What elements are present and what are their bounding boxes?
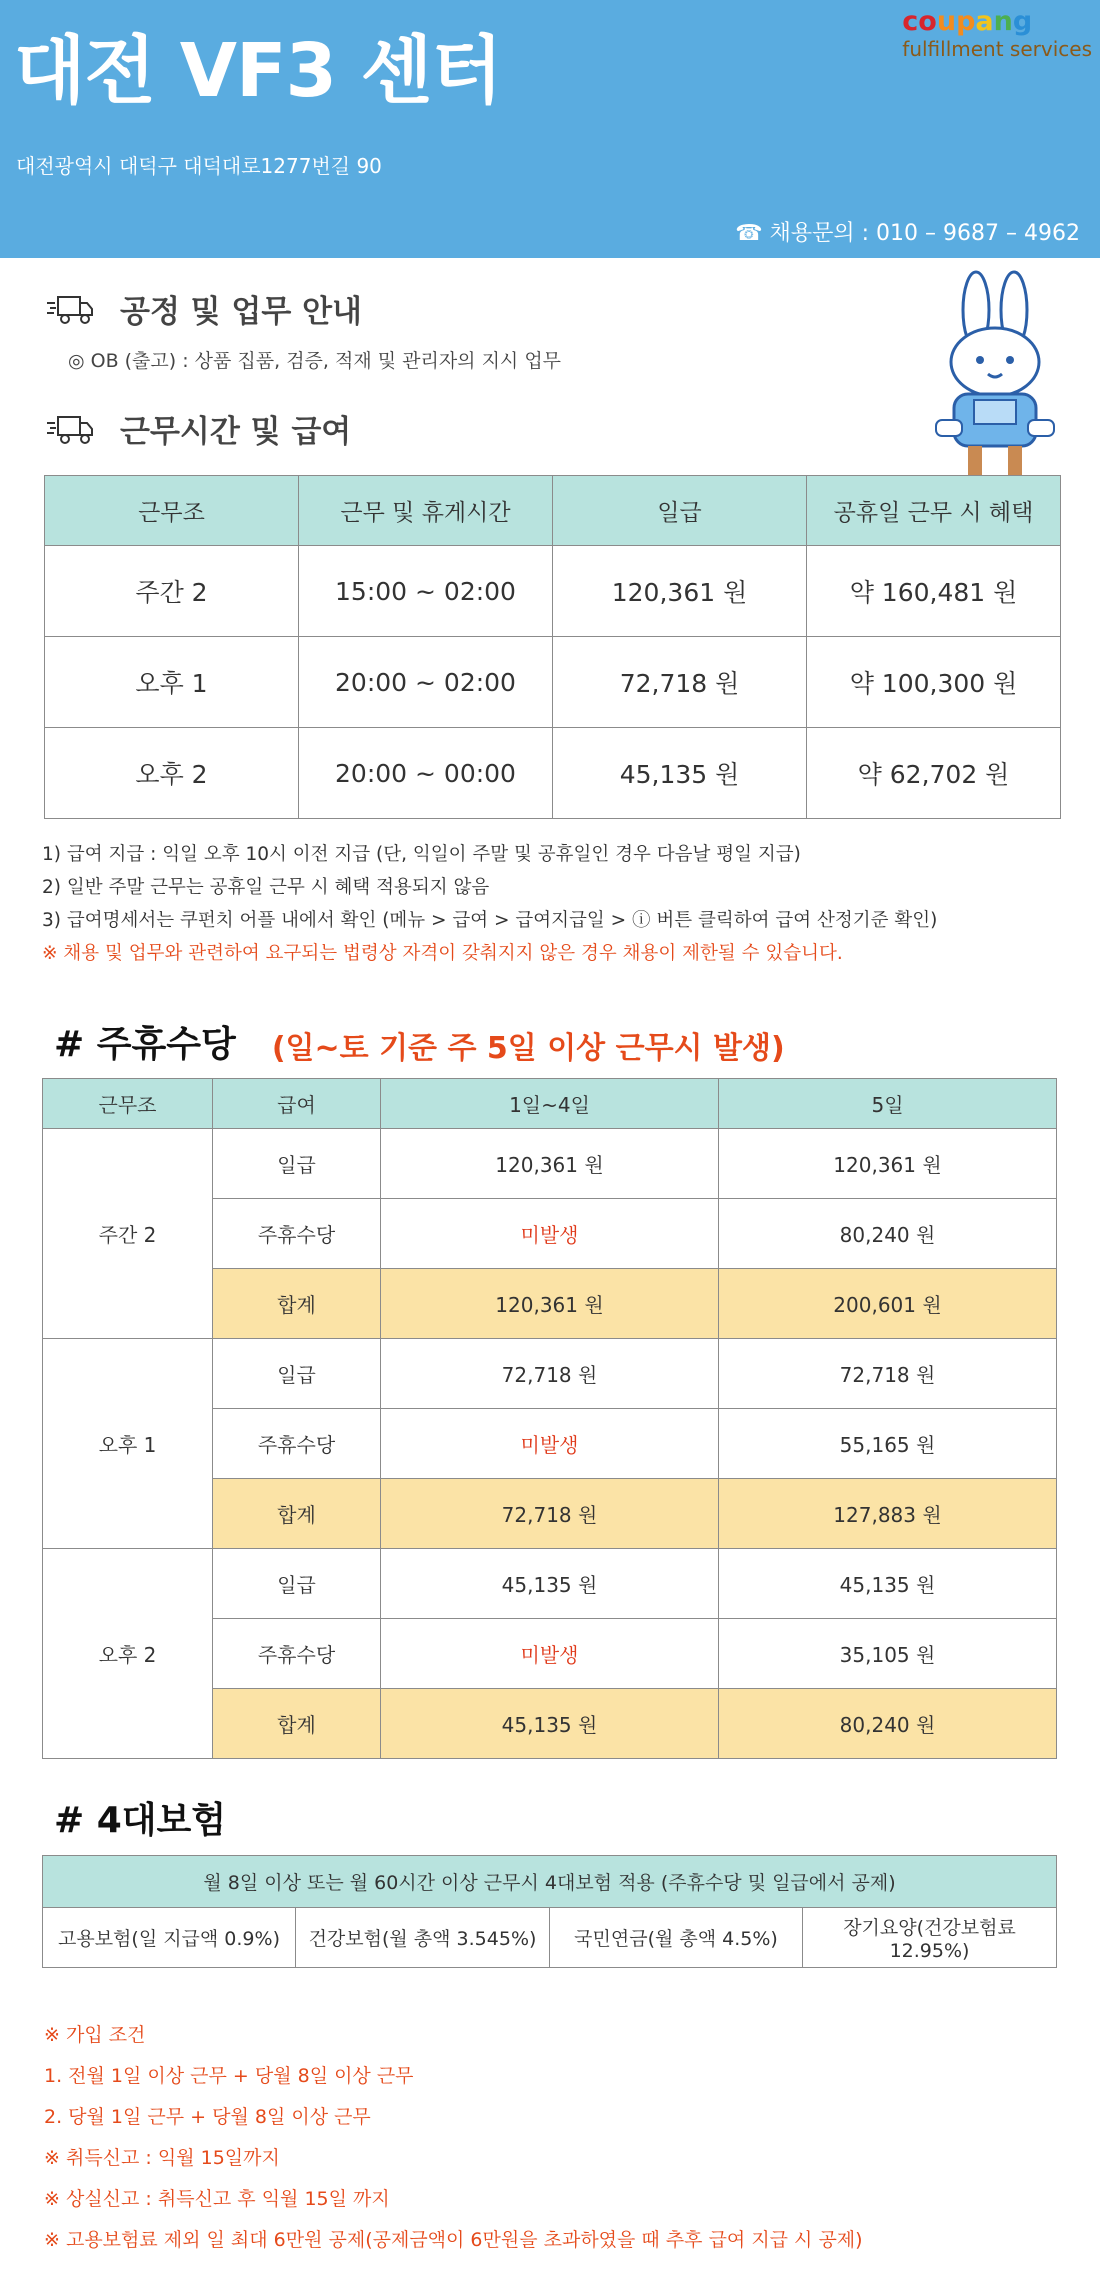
table-row [45,546,1061,637]
note-item: 1) 급여 지급 : 익일 오후 10시 이전 지급 (단, 익일이 주말 및 공휴일인 경우 다음날 평일 지급) [42,844,801,865]
table-cell: 72,718 원 [381,1339,719,1409]
table-cell: 45,135 원 [719,1549,1057,1619]
table-row [43,1339,1057,1409]
weekly-allowance-heading [42,1016,785,1067]
table-cell: 120,361 원 [553,546,807,637]
table-cell: 120,361 원 [381,1129,719,1199]
footnote-item: ※ 가입 조건 [44,2024,146,2046]
table-cell: 120,361 원 [381,1269,719,1339]
weekly-allowance-title: # 주휴수당 [42,1016,246,1067]
table-cell: 72,718 원 [381,1479,719,1549]
table-cell: 일급 [213,1129,381,1199]
process-section-heading [46,286,362,331]
table-cell: 80,240 원 [719,1689,1057,1759]
table-cell: 20:00 ~ 00:00 [299,728,553,819]
truck-icon [46,291,94,327]
table-cell: 주간 2 [45,546,299,637]
weekly-allowance-subtitle: (일~토 기준 주 5일 이상 근무시 발생) [271,1031,785,1066]
table-row [43,1549,1057,1619]
table-cell: 80,240 원 [719,1199,1057,1269]
weekly-allowance-table [42,1078,1057,1759]
shift-cell: 주간 2 [43,1129,213,1339]
table-cell: 35,105 원 [719,1619,1057,1689]
table-cell: 20:00 ~ 02:00 [299,637,553,728]
column-header: 일급 [553,476,807,546]
table-cell: 주휴수당 [213,1409,381,1479]
table-cell: 일급 [213,1339,381,1409]
recruit-contact: ☎ 채용문의 : 010 – 9687 – 4962 [735,221,1080,246]
warning-mark: ※ [42,943,58,964]
table-cell: 72,718 원 [719,1339,1057,1409]
schedule-section-heading [46,406,351,451]
table-cell: 120,361 원 [719,1129,1057,1199]
table-cell: 미발생 [381,1619,719,1689]
insurance-title: # 4대보험 [42,1792,236,1843]
coupang-logo [902,8,1092,61]
table-cell: 약 160,481 원 [807,546,1061,637]
table-cell: 미발생 [381,1199,719,1269]
table-cell: 72,718 원 [553,637,807,728]
logo-subtitle: fulfillment services [902,37,1092,61]
insurance-summary: 월 8일 이상 또는 월 60시간 이상 근무시 4대보험 적용 (주휴수당 및 일급에서 공제) [43,1856,1057,1908]
table-cell: 15:00 ~ 02:00 [299,546,553,637]
footnote-item: 1. 전월 1일 이상 근무 + 당월 8일 이상 근무 [44,2065,414,2087]
column-header: 근무 및 휴게시간 [299,476,553,546]
table-cell: 45,135 원 [381,1689,719,1759]
table-cell: 건강보험(월 총액 3.545%) [296,1908,550,1968]
column-header: 급여 [213,1079,381,1129]
insurance-table [42,1855,1057,1968]
eligibility-warning [42,937,937,970]
table-header-row [43,1079,1057,1129]
table-cell: 55,165 원 [719,1409,1057,1479]
table-cell: 45,135 원 [553,728,807,819]
table-cell: 오후 2 [45,728,299,819]
center-address: 대전광역시 대덕구 대덕대로1277번길 90 [16,154,382,178]
table-cell: 약 62,702 원 [807,728,1061,819]
table-row [45,637,1061,728]
table-cell: 주휴수당 [213,1619,381,1689]
insurance-heading [42,1792,236,1843]
mascot-rabbit [928,270,1062,480]
footnote-item: ※ 취득신고 : 익월 15일까지 [44,2147,280,2169]
table-cell: 합계 [213,1479,381,1549]
table-row [43,1908,1057,1968]
logo-wordmark: coupang [902,6,1033,37]
note-item: 3) 급여명세서는 쿠펀치 어플 내에서 확인 (메뉴 > 급여 > 급여지급일 > ⓘ 버튼 클릭하여 급여 산정기준 확인) [42,910,938,931]
table-cell: 200,601 원 [719,1269,1057,1339]
column-header: 5일 [719,1079,1057,1129]
process-description: ◎ OB (출고) : 상품 집품, 검증, 적재 및 관리자의 지시 업무 [68,350,562,372]
shift-cell: 오후 1 [43,1339,213,1549]
table-cell: 고용보험(일 지급액 0.9%) [43,1908,296,1968]
table-cell: 합계 [213,1269,381,1339]
warning-text: 채용 및 업무와 관련하여 요구되는 법령상 자격이 갖춰지지 않은 경우 채용이 제한될 수 있습니다. [63,943,843,964]
table-cell: 미발생 [381,1409,719,1479]
table-cell: 장기요양(건강보험료 12.95%) [803,1908,1057,1968]
table-cell: 합계 [213,1689,381,1759]
schedule-table [44,475,1061,819]
table-cell: 45,135 원 [381,1549,719,1619]
note-item: 2) 일반 주말 근무는 공휴일 근무 시 혜택 적용되지 않음 [42,877,490,898]
payment-notes [42,838,937,970]
table-cell: 약 100,300 원 [807,637,1061,728]
shift-cell: 오후 2 [43,1549,213,1759]
table-row [45,728,1061,819]
table-cell: 127,883 원 [719,1479,1057,1549]
footnote-item: ※ 상실신고 : 취득신고 후 익월 15일 까지 [44,2188,390,2210]
footnote-item: ※ 고용보험료 제외 일 최대 6만원 공제(공제금액이 6만원을 초과하였을 때 추후 급여 지급 시 공제) [44,2229,863,2251]
insurance-footnotes [44,2015,863,2261]
table-cell: 일급 [213,1549,381,1619]
truck-icon [46,411,94,447]
column-header: 근무조 [43,1079,213,1129]
page-title: 대전 VF3 센터 [14,28,502,114]
footnote-item: 2. 당월 1일 근무 + 당월 8일 이상 근무 [44,2106,371,2128]
header-banner [0,0,1100,258]
table-cell: 국민연금(월 총액 4.5%) [550,1908,803,1968]
table-row [43,1129,1057,1199]
column-header: 1일~4일 [381,1079,719,1129]
table-cell: 주휴수당 [213,1199,381,1269]
table-header-row [45,476,1061,546]
table-header-row [43,1856,1057,1908]
process-title: 공정 및 업무 안내 [120,294,362,330]
table-cell: 오후 1 [45,637,299,728]
column-header: 공휴일 근무 시 혜택 [807,476,1061,546]
column-header: 근무조 [45,476,299,546]
schedule-title: 근무시간 및 급여 [120,414,352,450]
